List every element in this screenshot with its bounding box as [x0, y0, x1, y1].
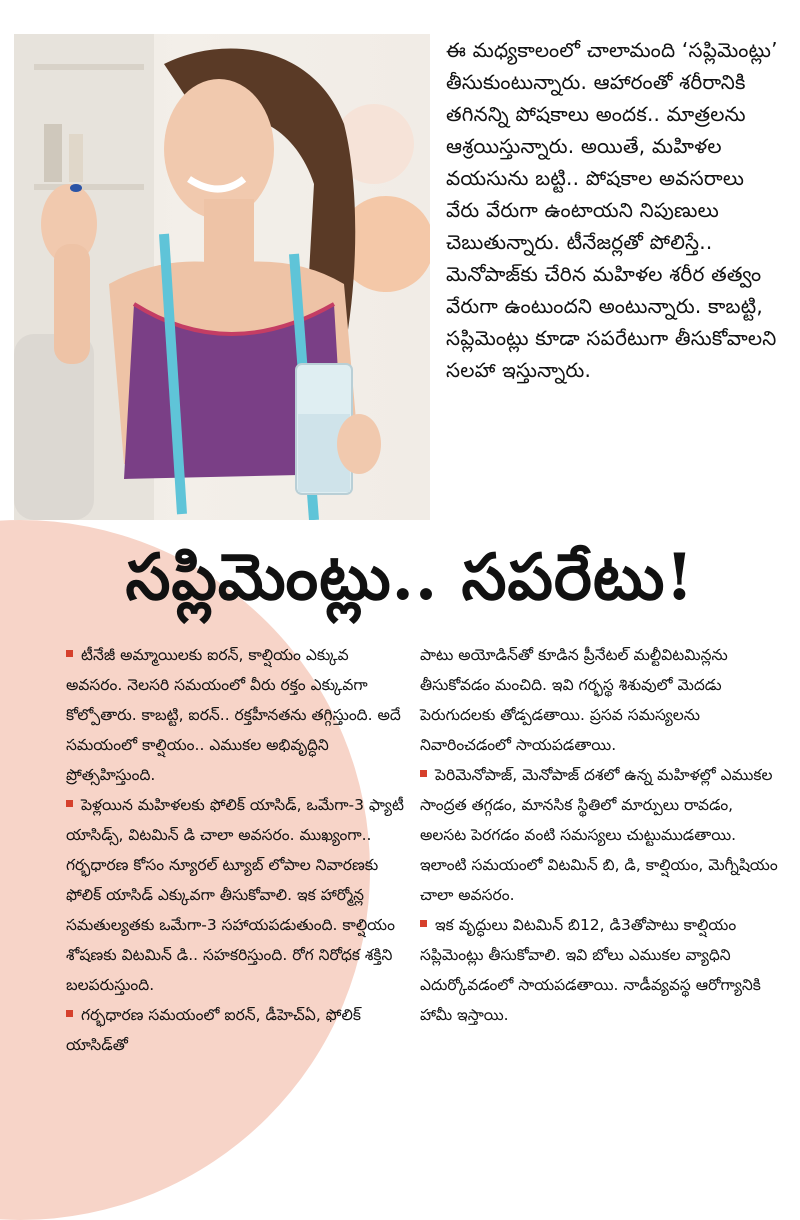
list-item-text: గర్భధారణ సమయంలో ఐరన్, డీహెచ్‌ఏ, ఫోలిక్ యాసిడ్‌తో: [66, 1006, 361, 1054]
bullet-marker: [420, 770, 427, 777]
list-item-text: పాటు అయోడిన్‌తో కూడిన ప్రీనేటల్ మల్టీవిటమిన్లను తీసుకోవడం మంచిది. ఇవి గర్భస్థ శిశువులో మెదడు పెరుగుదలకు తోడ్పడతాయి. ప్రసవ సమస్యలను నివారించడంలో సాయపడతాయి.: [420, 646, 728, 754]
bullet-marker: [66, 1010, 73, 1017]
bullet-marker: [66, 800, 73, 807]
bullet-marker: [420, 920, 427, 927]
list-item: [66, 1000, 406, 1060]
list-item: [420, 640, 780, 760]
intro-text: ఈ మధ్యకాలంలో చాలామంది ‘సప్లిమెంట్లు’ తీసుకుంటున్నారు. ఆహారంతో శరీరానికి తగినన్ని పోషకాలు అందక.. మాత్రలను ఆశ్రయిస్తున్నారు. అయితే, మహిళల వయసును బట్టి.. పోషకాల అవసరాలు వేరు వేరుగా ఉంటాయని నిపుణులు చెబుతున్నారు. టీనేజర్లతో పోలిస్తే.. మెనోపాజ్‌కు చేరిన మహిళల శరీర తత్వం వేరుగా ఉంటుందని అంటున్నారు. కాబట్టి, సప్లిమెంట్లు కూడా సపరేటుగా తీసుకోవాలని సలహా ఇస్తున్నారు.: [446, 38, 778, 382]
left-column: [66, 640, 406, 1060]
list-item-text: టీనేజీ అమ్మాయిలకు ఐరన్, కాల్షియం ఎక్కువ అవసరం. నెలసరి సమయంలో వీరు రక్తం ఎక్కువగా కోల్పోతారు. కాబట్టి, ఐరన్.. రక్తహీనతను తగ్గిస్తుంది. అదే సమయంలో కాల్షియం.. ఎముకల అభివృద్ధిని ప్రోత్సహిస్తుంది.: [66, 646, 401, 784]
right-column: [420, 640, 780, 1030]
page-title: సప్లిమెంట్లు.. సపరేటు!: [125, 540, 695, 615]
list-item-text: ఇక వృద్ధులు విటమిన్ బి12, డి3తోపాటు కాల్షియం సప్లిమెంట్లు తీసుకోవాలి. ఇవి బోలు ఎముకల వ్యాధిని ఎదుర్కోవడంలో సాయపడతాయి. నాడీవ్యవస్థ ఆరోగ్యానికి హామీ ఇస్తాయి.: [420, 916, 761, 1024]
list-item-text: పెళ్లయిన మహిళలకు ఫోలిక్ యాసిడ్, ఒమేగా-3 ఫ్యాటీ యాసిడ్స్, విటమిన్ డి చాలా అవసరం. ముఖ్యంగా.. గర్భధారణ కోసం న్యూరల్ ట్యూబ్ లోపాల నివారణకు ఫోలిక్ యాసిడ్ ఎక్కువగా తీసుకోవాలి. ఇక హార్మోన్ల సమతుల్యతకు ఒమేగా-3 సహాయపడుతుంది. కాల్షియం శోషణకు విటమిన్ డి.. సహకరిస్తుంది. రోగ నిరోధక శక్తిని బలపరుస్తుంది.: [66, 796, 404, 994]
list-item-text: పెరిమెనోపాజ్, మెనోపాజ్ దశలో ఉన్న మహిళల్లో ఎముకల సాంద్రత తగ్గడం, మానసిక స్థితిలో మార్పులు రావడం, అలసట పెరగడం వంటి సమస్యలు చుట్టుముడతాయి. ఇలాంటి సమయంలో విటమిన్ బి, డి, కాల్షియం, మెగ్నీషియం చాలా అవసరం.: [420, 766, 778, 904]
intro-paragraph: [446, 34, 780, 386]
list-item: [66, 790, 406, 1000]
bullet-marker: [66, 650, 73, 657]
article-photo: [14, 34, 430, 520]
list-item: [420, 760, 780, 910]
list-item: [66, 640, 406, 790]
list-item: [420, 910, 780, 1030]
